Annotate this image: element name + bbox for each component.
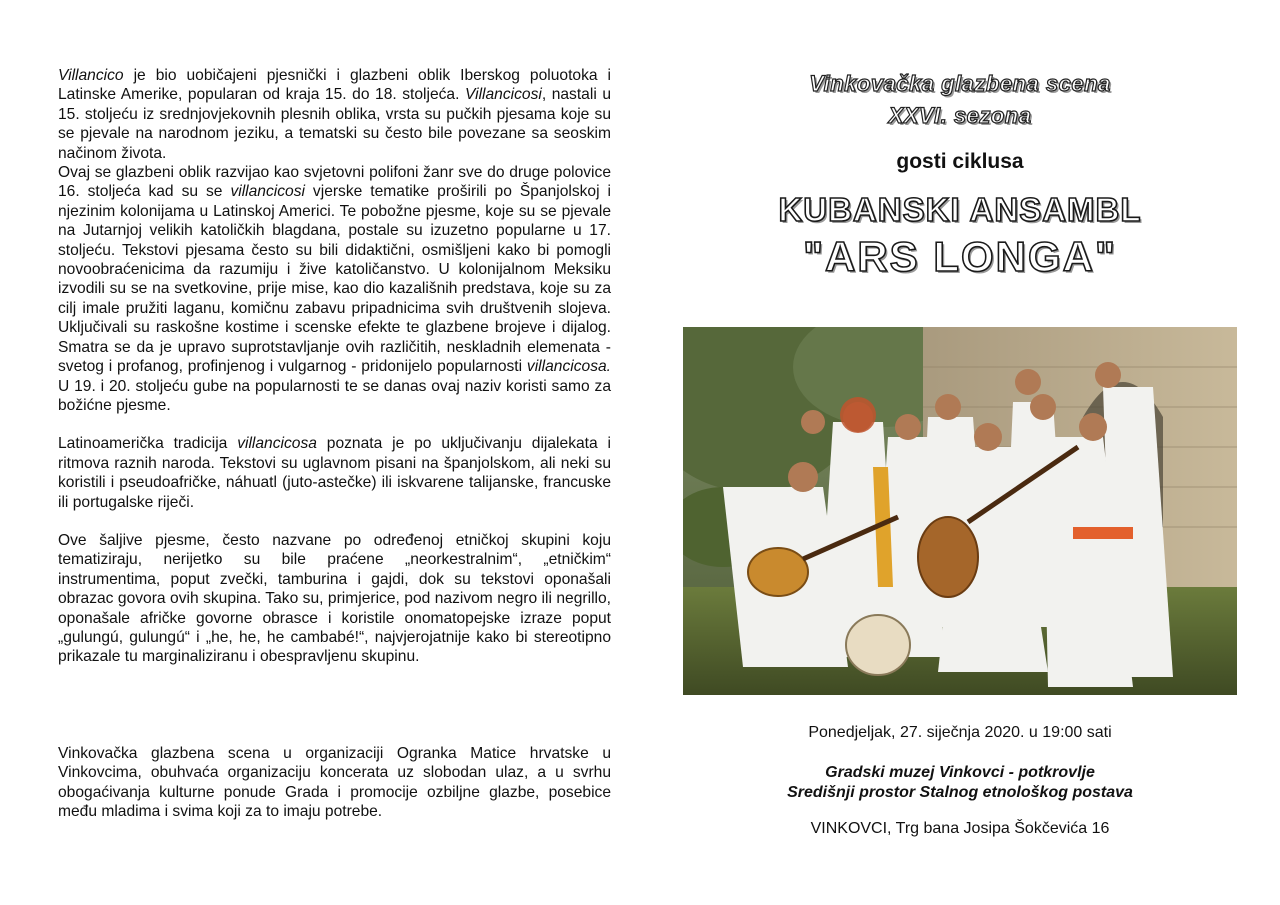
text-segment: , nastali u 15. stoljeću iz srednjovjekovnih plesnih oblika, vrsta su pučkih pjesama koje su se pjevale na narodnom jeziku, a tematski su često bile povezane sa seoskim načinom života. xyxy=(58,86,611,162)
text-segment: Ovaj se glazbeni oblik razvijao kao svjetovni polifoni žanr sve do druge polovice 16. stoljeća kad su se xyxy=(58,164,611,201)
text-segment: je bio uobičajeni pjesnički i glazbeni oblik Iberskog poluotoka i Latinske Amerike, popularan od kraja 15. do 18. stoljeća. xyxy=(58,67,611,104)
series-title-line1: Vinkovačka glazbena scena xyxy=(809,71,1111,96)
ensemble-name-line2: "ARS LONGA" xyxy=(803,233,1117,280)
event-address: VINKOVCI, Trg bana Josipa Šokčevića 16 xyxy=(810,820,1110,837)
text-segment: Latinoamerička tradicija xyxy=(58,435,238,453)
term-villancicosi: Villancicosi xyxy=(464,86,542,104)
venue-line-2: Središnji prostor Stalnog etnološkog postava xyxy=(787,784,1133,801)
left-text-column xyxy=(58,66,611,821)
text-segment: U 19. i 20. stoljeću gube na popularnosti te se danas ovaj naziv koristi samo za božićne pjesme. xyxy=(58,377,611,414)
paragraph-humorous-songs: Ove šaljive pjesme, često nazvane po određenoj etničkoj skupini koju tematiziraju, nerijetko su bile praćene „neorkestralnim“, „etničkim“ instrumentima, poput zvečki, tamburina i gajdi, dok su tekstovi oponašali obrazac govora ovih skupina. Tako su, primjerice, pod nazivom negro ili negrillo, oponašale afričke govorne obrasce i koristile onomatopejske izraze poput „gulungú, gulungú“ i „he, he, he cambabé!“, najvjerojatnije kako bi stereotipno prikazale tu marginaliziranu i obespravljenu skupinu. xyxy=(58,531,611,666)
venue-line-1: Gradski muzej Vinkovci - potkrovlje xyxy=(825,764,1095,781)
paragraph-history xyxy=(58,163,611,415)
event-date: Ponedjeljak, 27. siječnja 2020. u 19:00 sati xyxy=(808,724,1112,741)
ensemble-photo xyxy=(683,327,1237,695)
text-segment: vjerske tematike proširili po Španjolskoj i njezinim kolonijama u Latinskoj Americi. Te pobožne pjesme, koje su se pjevale na Jutarnjoj velikih katoličkih blagdana, postale su izuzetno popularne u 17. stoljeću. Tekstovi pjesama često su bili didaktični, osmišljeni kako bi pomogli novoobraćenicima da razumiju i žive katoličanstvo. U kolonijalnom Meksiku izvodili su se na svetkovine, prije mise, kao dio kazališnih predstava, koje su za cilj imale pružiti laganu, komičnu zabavu pripadnicima svih društvenih slojeva. Uključivali su raskošne kostime i scenske efekte te glazbene brojeve i dijalog. Smatra se da je upravo suprotstavljanje ovih različitih, neskladnih elemenata - svetog i profanog, profinjenog i vulgarnog - pridonijelo popularnosti xyxy=(58,183,611,376)
text-segment: poznata je po uključivanju dijalekata i ritmova raznih naroda. Tekstovi su uglavnom pisani na španjolskom, ali neki su koristili i pseudoafričke, náhuatl (juto-astečke) ili iskvarene talijanske, francuske ili portugalske riječi. xyxy=(58,435,611,511)
series-title-line2: XXVI. sezona xyxy=(888,103,1032,128)
term-villancicosa: villancicosa xyxy=(237,435,317,453)
right-header xyxy=(680,66,1240,282)
paragraph-organizer: Vinkovačka glazbena scena u organizaciji Ogranka Matice hrvatske u Vinkovcima, obuhvaća organizaciju koncerata uz slobodan ulaz, a u svrhu obogaćivanja kulturne ponude Grada i promocije ozbiljne glazbe, posebice među mladima i svima koji za to imaju potrebe. xyxy=(58,744,611,820)
event-venue xyxy=(680,763,1240,803)
term-villancico: Villancico xyxy=(58,67,124,84)
paragraph-intro xyxy=(58,66,611,163)
term-villancicosi: villancicosi xyxy=(230,183,305,201)
ensemble-name-line1: KUBANSKI ANSAMBL xyxy=(778,191,1142,228)
paragraph-latin-tradition xyxy=(58,434,611,512)
term-villancicosa: villancicosa. xyxy=(526,358,611,376)
guests-label: gosti ciklusa xyxy=(896,150,1024,173)
